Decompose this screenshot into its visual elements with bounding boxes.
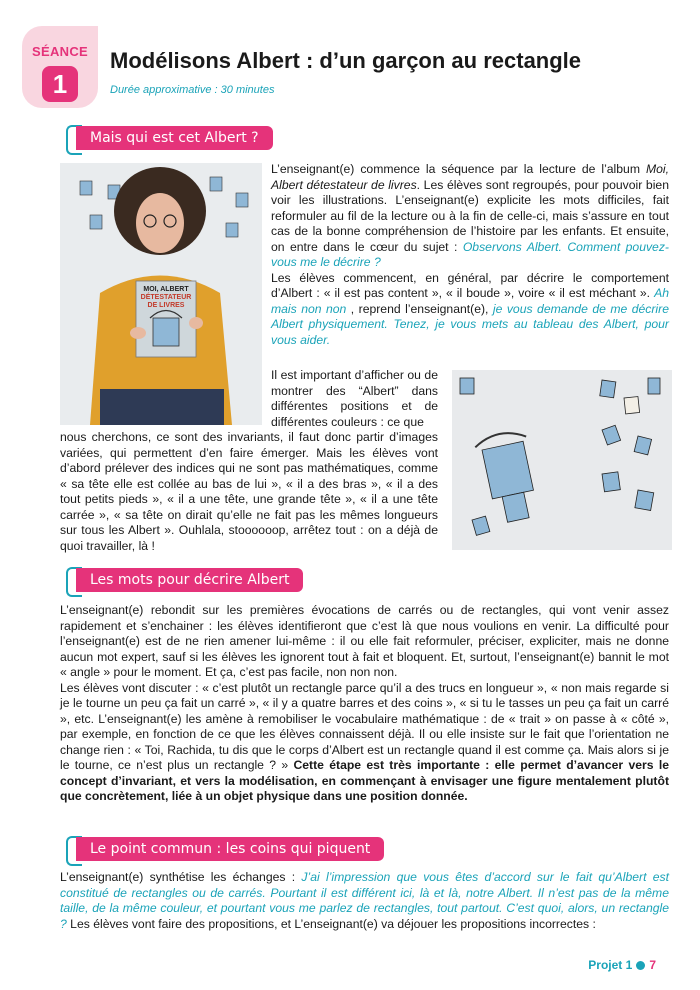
book-title-line3: DE LIVRES [147, 302, 185, 309]
teacher-quote: J’ai l’impression que vous êtes d’accord sur le fait qu’Albert est constitué de rectangles ou de carrés. Pourtant il est différent ici, là et là, notre Albert. Il n’est pas de la même taille, de la même couleur, et pourtant vous me parlez de rectangles, tout partout. C’est quoi, alors, un rectangle ? [60, 870, 670, 931]
seance-badge [22, 26, 98, 108]
section1-wide-text [60, 430, 438, 554]
section-heading-3: Le point commun : les coins qui piquent [76, 837, 384, 861]
seance-number: 1 [42, 66, 78, 102]
page-footer [588, 958, 656, 972]
teacher-quote: je vous demande de me décrire Albert physiquement. Tenez, je vous mets au tableau des Albert, pour vous aider. [271, 301, 669, 347]
text: , reprend l’enseignant(e), [346, 301, 493, 316]
section2-text [60, 603, 669, 805]
text: Il est important d’afficher ou de montrer des “Albert” dans différentes positions et de différentes couleurs : ce que [271, 368, 438, 429]
text: nous cherchons, ce sont des invariants, il faut donc partir d’images variées, qui permettent d’en faire émerger. Mais les élèves vont d’abord prélever des indices qui ne sont pas mathématiques, comme « sa tête elle est collée au bas de lui », « il a des bras », « il a des tout petits pieds », « il a une tête, une grande tête », « il a une tête carrée », « sa tête on dirait qu’elle ne fait pas les mêmes longueurs sur tous les Albert ». Ouhlala, stoooooop, arrêtez tout : on a déjà de quoi travailler, là ! [60, 430, 438, 553]
albert-drawings-illustration [452, 370, 672, 550]
section-heading-2: Les mots pour décrire Albert [76, 568, 303, 592]
text: L’enseignant(e) synthétise les échanges : [60, 870, 302, 884]
book-title-line2: DÉTESTATEUR [140, 294, 192, 301]
teacher-question: Observons Albert. Comment pouvez-vous me le décrire ? [271, 239, 669, 269]
section3-text [60, 870, 669, 932]
text: L’enseignant(e) rebondit sur les premières évocations de carrés ou de rectangles, qui vont venir assez rapidement et s’enchainer : les élèves identifieront que c’est là que nous voulions en venir. La difficulté pour l’enseignant(e) est de ne rien amener lui-même : il ou elle fait reformuler, préciser, expliciter, mais ne donne aucun mot expert, sauf si les élèves les ignorent tout à fait et bloquent. Et, surtout, l’enseignant(e) bannit le mot « angle » pour le moment. Et ça, c’est pas facile, non non non. [60, 603, 669, 679]
section1-intro [271, 162, 669, 348]
text: Les élèves vont faire des propositions, et L’enseignant(e) va déjouer les propositions incorrectes : [66, 916, 596, 931]
seance-label: SÉANCE [32, 44, 88, 59]
book-title: Moi, Albert détestateur de livres [271, 162, 669, 192]
text: . Les élèves sont regroupés, pour pouvoir bien voir les illustrations. L’enseignant(e) explicite les mots difficiles, fait reformuler au fil de la lecture ou à la fin de celle-ci, mais s’assure en tout cas de la bonne compréhension de l’histoire par les enfants. Et ensuite, on entre dans le cœur du sujet : [271, 177, 669, 254]
teacher-quote: Ah mais non non [271, 286, 669, 316]
text: Les élèves commencent, en général, par décrire le comportement d’Albert : « il est pas content », « il boude », voire « il est méchant ». [271, 270, 669, 300]
section1-narrow-text [271, 368, 438, 430]
page-number: 7 [649, 958, 656, 972]
text: L’enseignant(e) commence la séquence par la lecture de l’album [271, 162, 646, 176]
teacher-illustration [60, 163, 262, 425]
key-point: Cette étape est très importante : elle permet d’avancer vers le concept d’invariant, et vers la modélisation, en commençant à envisager une figure mentalement plutôt que concrètement, liée à un objet physique dans une position donnée. [60, 758, 669, 803]
book-title-line1: MOI, ALBERT [143, 286, 189, 293]
bullet-icon [636, 961, 645, 970]
section-heading-1: Mais qui est cet Albert ? [76, 126, 273, 150]
text: Les élèves vont discuter : « c’est plutôt un rectangle parce qu’il a des trucs en longueur », « non mais regarde si je le tourne un peu ça fait un carré », « il y a quatre barres et des coins », « si tu le tasses un peu ça fait un carré », etc. L’enseignant(e) les amène à remobiliser le vocabulaire mathématique : de « trait » on passe à « côté », par exemple, en fonction de ce que les élèves connaissent déjà. Il ou elle insiste sur le fait que l’orientation ne change rien : « Toi, Rachida, tu dis que le corps d’Albert est un rectangle quand il est comme ça. Mais alors si je le tourne, ce n’est plus un rectangle ? » [60, 680, 669, 772]
albert-drawings-photo [452, 370, 672, 550]
page-title: Modélisons Albert : d’un garçon au rectangle [110, 48, 582, 73]
duration-note: Durée approximative : 30 minutes [110, 84, 275, 96]
project-label: Projet 1 [588, 958, 633, 972]
teacher-photo [60, 163, 262, 425]
